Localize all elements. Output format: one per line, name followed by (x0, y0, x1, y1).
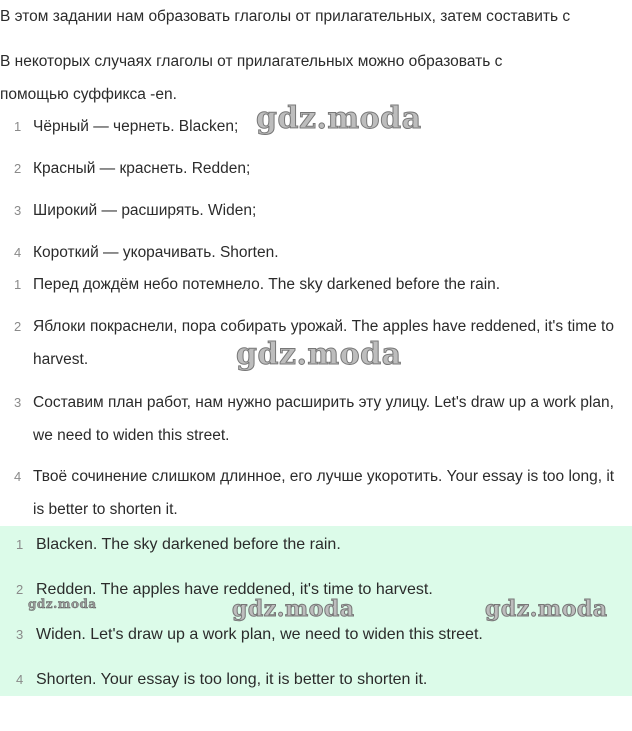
intro-line-2: В некоторых случаях глаголы от прилагательных можно образовать с (0, 53, 503, 70)
list-number: 3 (16, 627, 24, 642)
watermark: gdz.moda (232, 596, 355, 622)
list-text: Твоё сочинение слишком длинное, его лучше укоротить. Your essay is too long, it is better to shorten it. (33, 468, 615, 518)
watermark: gdz.moda (236, 337, 402, 372)
answer-text: Redden. The apples have reddened, it's time to harvest. (36, 581, 433, 598)
list-number: 1 (14, 277, 22, 292)
list-text: Красный — краснеть. Redden; (33, 160, 251, 177)
list-number: 2 (14, 161, 22, 176)
list-text: Широкий — расширять. Widen; (33, 202, 257, 219)
list-number: 4 (14, 245, 22, 260)
list-number: 2 (16, 582, 24, 597)
list-text: Короткий — укорачивать. Shorten. (33, 244, 279, 261)
watermark: gdz.moda (256, 101, 422, 136)
watermark: gdz.moda (485, 596, 608, 622)
list-number: 1 (14, 119, 22, 134)
intro-line-1: В этом задании нам образовать глаголы от прилагательных, затем составить с (0, 8, 571, 25)
answer-text: Shorten. Your essay is too long, it is better to shorten it. (36, 671, 428, 688)
list-text: Яблоки покраснели, пора собирать урожай. The apples have reddened, it's time to harvest. (33, 318, 614, 368)
list-text: Перед дождём небо потемнело. The sky darkened before the rain. (33, 276, 501, 293)
watermark: gdz.moda (28, 597, 97, 611)
list-number: 3 (14, 203, 22, 218)
intro-line-3: помощью суффикса -en. (0, 86, 177, 103)
answer-text: Widen. Let's draw up a work plan, we need to widen this street. (36, 626, 483, 643)
list-number: 2 (14, 319, 22, 334)
list-number: 4 (14, 469, 22, 484)
list-number: 3 (14, 395, 22, 410)
list-text: Чёрный — чернеть. Blacken; (33, 118, 239, 135)
list-number: 4 (16, 672, 24, 687)
answer-text: Blacken. The sky darkened before the rain. (36, 536, 341, 553)
list-text: Составим план работ, нам нужно расширить эту улицу. Let's draw up a work plan, we need to widen this street. (33, 394, 614, 444)
list-number: 1 (16, 537, 24, 552)
